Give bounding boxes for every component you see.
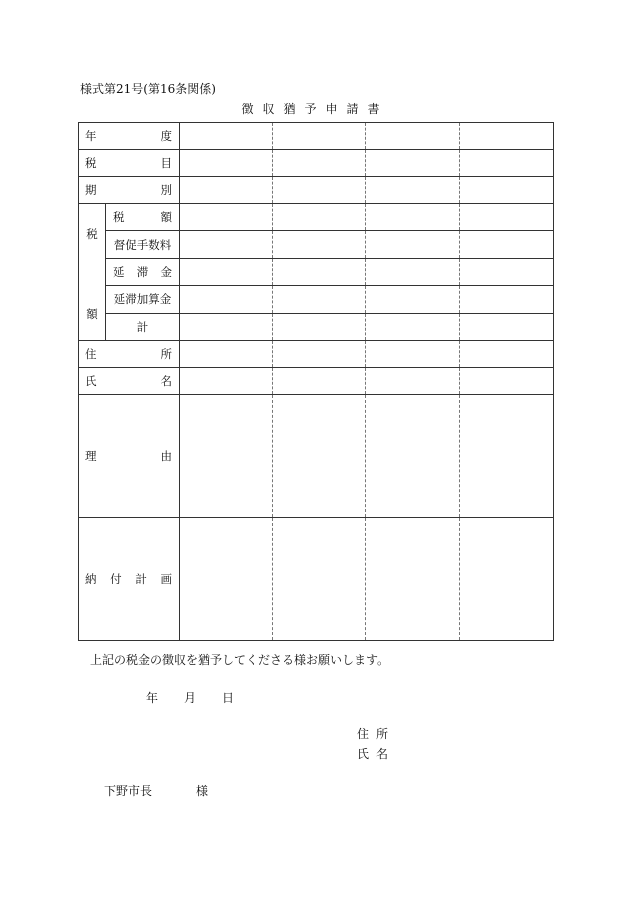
label-reason: 理 由	[85, 449, 172, 463]
label-address: 住 所	[85, 347, 172, 361]
cell-name-1[interactable]	[180, 368, 273, 395]
label-total: 計	[136, 319, 149, 334]
cell-total-3[interactable]	[366, 313, 460, 340]
cell-name-3[interactable]	[366, 368, 460, 395]
label-dunning-fee: 督促手数料	[113, 237, 172, 252]
date-year-label: 年	[146, 691, 159, 705]
addressee-office: 下野市長	[104, 784, 153, 798]
cell-tax-amount-4[interactable]	[460, 204, 554, 231]
label-late-charge: 延 滞 金	[113, 264, 172, 279]
cell-period-2[interactable]	[273, 177, 366, 204]
cell-late-charge-1[interactable]	[180, 258, 273, 285]
cell-late-surcharge-3[interactable]	[366, 286, 460, 313]
cell-tax-item-3[interactable]	[366, 150, 460, 177]
cell-tax-amount-2[interactable]	[273, 204, 366, 231]
applicant-name-label: 氏名	[357, 747, 396, 761]
row-name	[79, 368, 554, 395]
cell-late-surcharge-1[interactable]	[180, 286, 273, 313]
row-payment-plan	[79, 518, 554, 641]
date-line	[146, 689, 234, 706]
row-dunning-fee	[79, 231, 554, 258]
cell-address-3[interactable]	[366, 341, 460, 368]
cell-address-2[interactable]	[273, 341, 366, 368]
label-late-surcharge: 延滞加算金	[113, 292, 172, 307]
addressee	[104, 782, 208, 799]
row-late-charge	[79, 258, 554, 285]
cell-reason-2[interactable]	[273, 395, 366, 518]
cell-year-3[interactable]	[366, 123, 460, 150]
cell-late-surcharge-4[interactable]	[460, 286, 554, 313]
row-year	[79, 123, 554, 150]
label-tax-amount: 税 額	[113, 210, 172, 225]
request-statement: 上記の税金の徴収を猶予してくださる様お願いします。	[90, 653, 390, 667]
cell-year-2[interactable]	[273, 123, 366, 150]
cell-name-2[interactable]	[273, 368, 366, 395]
cell-late-surcharge-2[interactable]	[273, 286, 366, 313]
date-month-label: 月	[184, 691, 197, 705]
cell-year-4[interactable]	[460, 123, 554, 150]
row-address	[79, 341, 554, 368]
cell-year-1[interactable]	[180, 123, 273, 150]
cell-period-3[interactable]	[366, 177, 460, 204]
cell-late-charge-2[interactable]	[273, 258, 366, 285]
form-number: 様式第21号(第16条関係)	[80, 82, 216, 96]
label-name: 氏 名	[85, 374, 172, 388]
cell-payment-plan-1[interactable]	[180, 518, 273, 641]
applicant-address-label: 住所	[357, 727, 396, 741]
date-day-label: 日	[222, 691, 235, 705]
cell-period-1[interactable]	[180, 177, 273, 204]
cell-name-4[interactable]	[460, 368, 554, 395]
cell-tax-amount-3[interactable]	[366, 204, 460, 231]
row-reason	[79, 395, 554, 518]
cell-tax-item-1[interactable]	[180, 150, 273, 177]
cell-reason-3[interactable]	[366, 395, 460, 518]
cell-reason-1[interactable]	[180, 395, 273, 518]
cell-address-4[interactable]	[460, 341, 554, 368]
cell-tax-item-2[interactable]	[273, 150, 366, 177]
row-period	[79, 177, 554, 204]
label-tax-amount-group: 税 額	[79, 204, 106, 341]
cell-address-1[interactable]	[180, 341, 273, 368]
row-total	[79, 313, 554, 340]
cell-payment-plan-4[interactable]	[460, 518, 554, 641]
cell-payment-plan-2[interactable]	[273, 518, 366, 641]
label-payment-plan: 納 付 計 画	[85, 572, 172, 586]
cell-reason-4[interactable]	[460, 395, 554, 518]
row-late-surcharge	[79, 286, 554, 313]
cell-total-2[interactable]	[273, 313, 366, 340]
cell-tax-item-4[interactable]	[460, 150, 554, 177]
cell-total-4[interactable]	[460, 313, 554, 340]
cell-payment-plan-3[interactable]	[366, 518, 460, 641]
label-tax-item: 税 目	[85, 156, 172, 170]
cell-total-1[interactable]	[180, 313, 273, 340]
cell-late-charge-4[interactable]	[460, 258, 554, 285]
cell-period-4[interactable]	[460, 177, 554, 204]
application-table	[78, 122, 554, 641]
cell-dunning-fee-3[interactable]	[366, 231, 460, 258]
form-title: 徴収猶予申請書	[241, 102, 389, 116]
cell-tax-amount-1[interactable]	[180, 204, 273, 231]
label-period: 期 別	[85, 183, 172, 197]
row-tax-item	[79, 150, 554, 177]
cell-dunning-fee-1[interactable]	[180, 231, 273, 258]
addressee-honorific: 様	[196, 784, 209, 798]
cell-dunning-fee-4[interactable]	[460, 231, 554, 258]
label-year: 年 度	[85, 129, 172, 143]
cell-dunning-fee-2[interactable]	[273, 231, 366, 258]
cell-late-charge-3[interactable]	[366, 258, 460, 285]
row-tax-amount	[79, 204, 554, 231]
